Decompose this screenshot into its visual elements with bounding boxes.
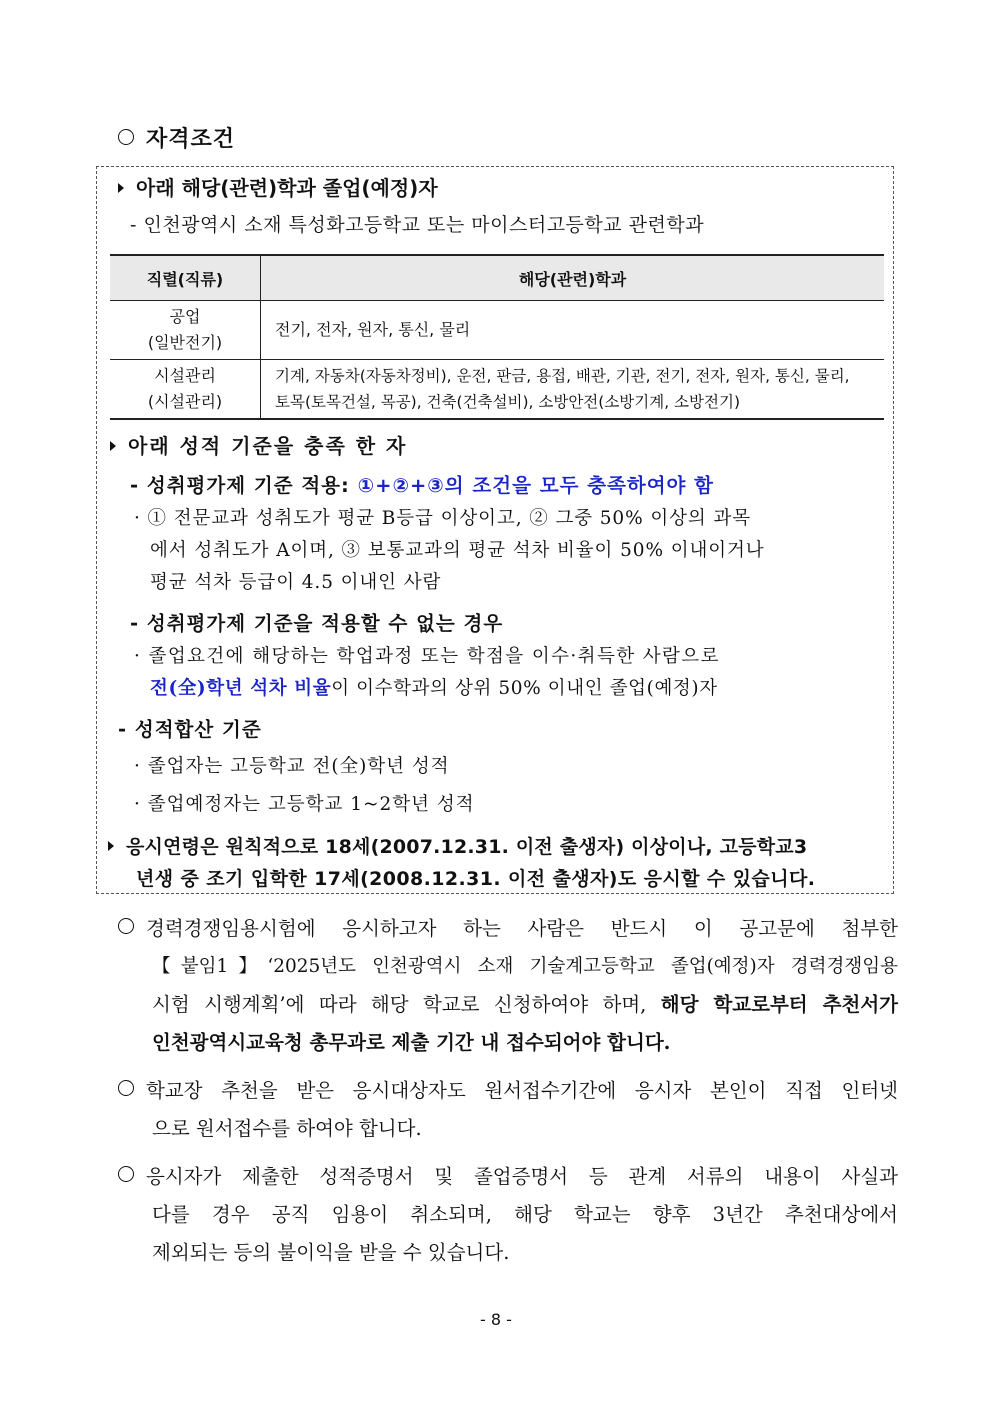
page-number: - 8 - <box>480 1310 512 1329</box>
b2-sub1-blue: ①+②+③의 조건을 모두 충족하여야 함 <box>357 474 715 497</box>
p1-l3-normal: 시험 시행계획’에 따라 해당 학교로 신청하여야 하며, <box>152 993 661 1016</box>
cell-line: 공업 <box>169 307 201 326</box>
b2-sub2: - 성취평가제 기준을 적용할 수 없는 경우 <box>130 612 504 635</box>
b1-title-text: 아래 해당(관련)학과 졸업(예정)자 <box>136 176 438 200</box>
b2-sub2-blue: 전(全)학년 석차 비율 <box>150 678 332 699</box>
b3-line1-text: 응시연령은 원칙적으로 18세(2007.12.31. 이전 출생자) 이상이나, 고등학교3 <box>126 836 808 858</box>
b2-sub2-rest: 이 이수학과의 상위 50% 이내인 졸업(예정)자 <box>331 678 718 699</box>
b2-item-line: · ① 전문교과 성취도가 평균 B등급 이상이고, ② 그중 50% 이상의 과목 <box>134 508 751 529</box>
b1-subtitle: - 인천광역시 소재 특성화고등학교 또는 마이스터고등학교 관련학과 <box>130 214 705 236</box>
circle-bullet-icon <box>118 1080 134 1096</box>
p1-line <box>118 910 898 948</box>
b1-title <box>118 172 438 201</box>
p2-line: 으로 원서접수를 하여야 합니다. <box>152 1117 422 1140</box>
b2-sub2-line <box>150 674 718 700</box>
p1-l1: 경력경쟁임용시험에 응시하고자 하는 사람은 반드시 이 공고문에 첨부한 <box>146 917 898 940</box>
b2-sub1-prefix: - 성취평가제 기준 적용: <box>130 474 358 497</box>
b2-item-line: 에서 성취도가 A이며, ③ 보통교과의 평균 석차 비율이 50% 이내이거나 <box>150 540 765 561</box>
paragraph-1 <box>118 910 898 1062</box>
p2-l1: 학교장 추천을 받은 응시대상자도 원서접수기간에 응시자 본인이 직접 인터넷 <box>146 1079 898 1102</box>
table-cell <box>261 360 885 420</box>
cell-line: (일반전기) <box>147 333 223 352</box>
cell-line: 시설관리 <box>154 366 216 385</box>
p1-line: 인천광역시교육청 총무과로 제출 기간 내 접수되어야 합니다. <box>152 1031 671 1054</box>
p3-line <box>118 1158 898 1196</box>
b2-item-line: 평균 석차 등급이 4.5 이내인 사람 <box>150 572 442 593</box>
b2-title-text: 아래 성적 기준을 충족 한 자 <box>128 434 408 458</box>
b2-sub3: - 성적합산 기준 <box>118 718 262 741</box>
table-header-cell: 해당(관련)학과 <box>261 255 885 301</box>
p1-l3-bold: 해당 학교로부터 추천서가 <box>660 993 898 1016</box>
department-table <box>110 254 884 420</box>
b3-line2: 년생 중 조기 입학한 17세(2008.12.31. 이전 출생자)도 응시할 수 있습니다. <box>136 868 816 890</box>
table-cell <box>261 301 885 360</box>
triangle-bullet-icon <box>118 183 124 193</box>
table-cell <box>110 360 261 420</box>
b2-sub1 <box>130 470 714 498</box>
b2-title <box>110 430 407 459</box>
triangle-bullet-icon <box>108 841 114 851</box>
table-row <box>110 301 884 360</box>
b2-sub3-item: · 졸업예정자는 고등학교 1~2학년 성적 <box>134 794 475 815</box>
circle-bullet-icon <box>118 1166 134 1182</box>
b3-line1 <box>108 832 807 859</box>
cell-line: 토목(토목건설, 목공), 건축(건축설비), 소방안전(소방기계, 소방전기) <box>275 393 740 411</box>
p3-l1: 응시자가 제출한 성적증명서 및 졸업증명서 등 관계 서류의 내용이 사실과 <box>146 1165 898 1188</box>
p3-line: 다를 경우 공직 임용이 취소되며, 해당 학교는 향후 3년간 추천대상에서 <box>152 1203 898 1226</box>
circle-bullet-icon <box>118 129 134 145</box>
cell-line: (시설관리) <box>147 392 223 411</box>
paragraph-3 <box>118 1158 898 1272</box>
triangle-bullet-icon <box>110 441 116 451</box>
section-heading <box>118 122 235 153</box>
p3-line: 제외되는 등의 불이익을 받을 수 있습니다. <box>152 1241 510 1264</box>
table-header-cell: 직렬(직류) <box>110 255 261 301</box>
table-header-row <box>110 255 884 301</box>
table-cell <box>110 301 261 360</box>
heading-text: 자격조건 <box>146 127 236 152</box>
b2-sub2-line: · 졸업요건에 해당하는 학업과정 또는 학점을 이수·취득한 사람으로 <box>134 646 720 667</box>
circle-bullet-icon <box>118 918 134 934</box>
p2-line <box>118 1072 898 1110</box>
paragraph-2 <box>118 1072 898 1148</box>
cell-line: 기계, 자동차(자동차정비), 운전, 판금, 용접, 배관, 기관, 전기, 전자, 원자, 통신, 물리, <box>275 367 850 385</box>
p1-line <box>118 986 898 1024</box>
b2-sub3-item: · 졸업자는 고등학교 전(全)학년 성적 <box>134 756 450 777</box>
table-row <box>110 360 884 420</box>
cell-line: 전기, 전자, 원자, 통신, 물리 <box>275 320 471 339</box>
p1-line: 【붙임1】‘2025년도 인천광역시 소재 기술계고등학교 졸업(예정)자 경력경쟁임용 <box>152 956 898 977</box>
